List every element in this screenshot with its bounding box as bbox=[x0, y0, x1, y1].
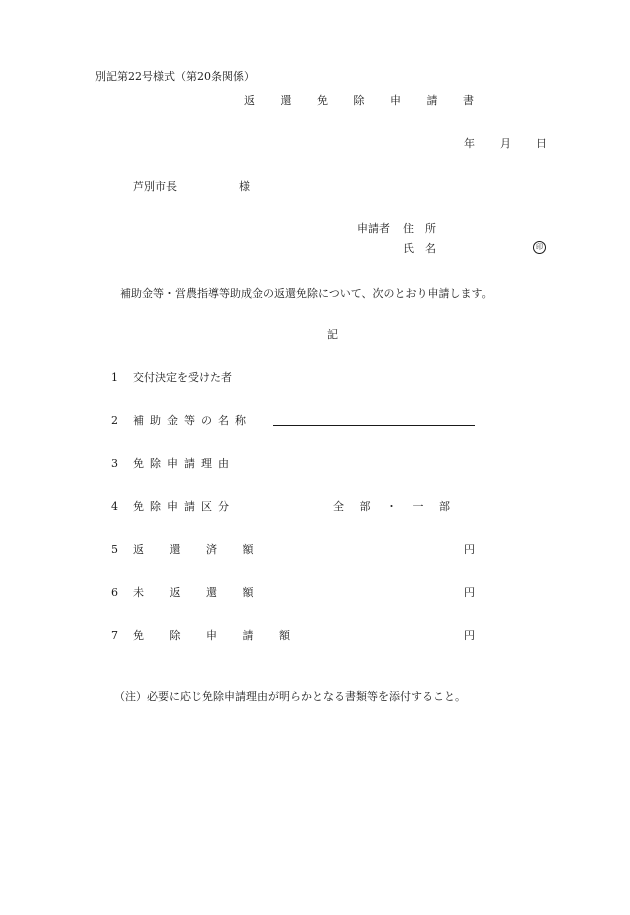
item-number: 1 bbox=[111, 371, 118, 384]
ki-heading: 記 bbox=[327, 328, 338, 341]
form-code: 別記第22号様式（第20条関係） bbox=[95, 70, 255, 83]
document-title: 返 還 免 除 申 請 書 bbox=[244, 94, 485, 107]
yen-unit: 円 bbox=[464, 586, 475, 599]
applicant-address-label: 住 所 bbox=[403, 222, 436, 235]
item-label: 免除申請区分 bbox=[133, 500, 235, 513]
item-label: 補助金等の名称 bbox=[133, 414, 252, 427]
exemption-category-options: 全 部 ・ 一 部 bbox=[333, 500, 456, 513]
item-number: 4 bbox=[111, 500, 118, 513]
applicant-name-label: 氏 名 bbox=[403, 242, 436, 255]
date-year-label: 年 bbox=[464, 137, 475, 150]
date-month-label: 月 bbox=[500, 137, 511, 150]
yen-unit: 円 bbox=[464, 543, 475, 556]
item-number: 7 bbox=[111, 629, 118, 642]
item-label: 免除申請理由 bbox=[133, 457, 235, 470]
seal-mark: 印 bbox=[533, 241, 546, 254]
addressee-honorific: 様 bbox=[239, 180, 250, 193]
item-number: 2 bbox=[111, 414, 118, 427]
item-number: 5 bbox=[111, 543, 118, 556]
name-blank-line bbox=[273, 425, 475, 426]
item-number: 3 bbox=[111, 457, 118, 470]
item-label: 返 還 済 額 bbox=[133, 543, 265, 556]
yen-unit: 円 bbox=[464, 629, 475, 642]
addressee-name: 芦別市長 bbox=[133, 180, 177, 193]
item-number: 6 bbox=[111, 586, 118, 599]
item-label: 免 除 申 請 額 bbox=[133, 629, 301, 642]
body-text: 補助金等・営農指導等助成金の返還免除について、次のとおり申請します。 bbox=[120, 287, 493, 300]
applicant-label: 申請者 bbox=[357, 222, 390, 235]
item-label: 交付決定を受けた者 bbox=[133, 371, 232, 384]
footnote: （注）必要に応じ免除申請理由が明らかとなる書類等を添付すること。 bbox=[114, 690, 466, 703]
date-day-label: 日 bbox=[536, 137, 547, 150]
item-label: 未 返 還 額 bbox=[133, 586, 265, 599]
